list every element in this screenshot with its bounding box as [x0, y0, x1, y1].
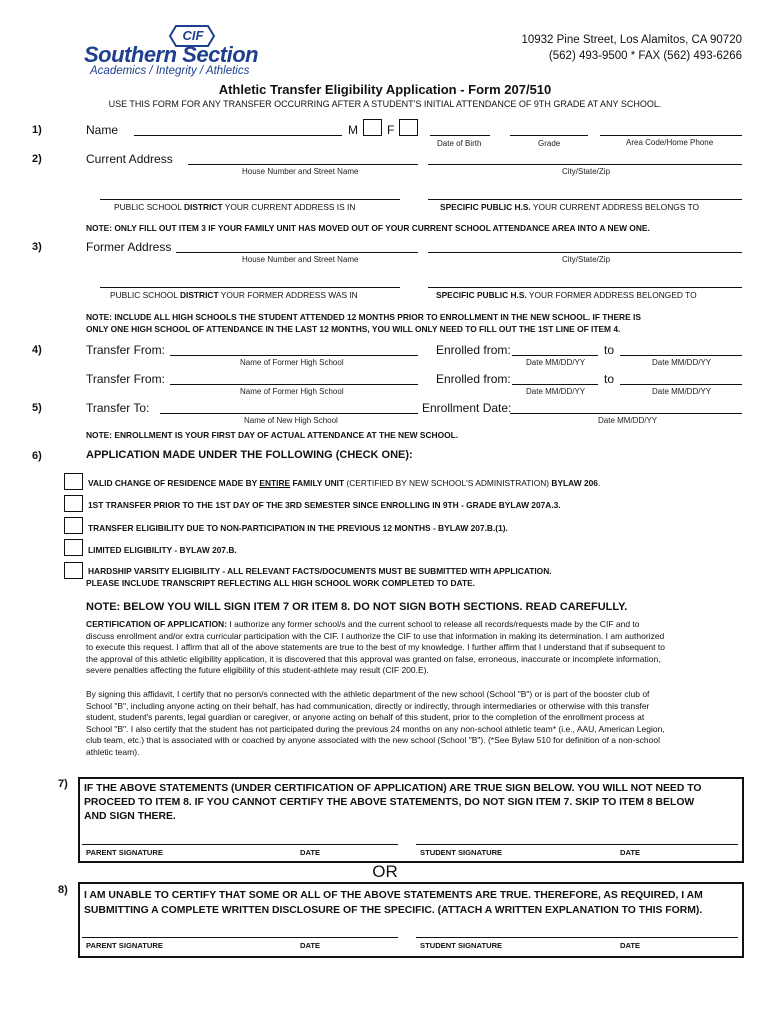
option-limited-label: LIMITED ELIGIBILITY - BYLAW 207.B.: [88, 545, 237, 555]
former-street-field[interactable]: [176, 252, 418, 253]
male-label: M: [348, 123, 358, 137]
sign-note: NOTE: BELOW YOU WILL SIGN ITEM 7 OR ITEM 8. DO NOT SIGN BOTH SECTIONS. READ CAREFULLY.: [86, 601, 628, 613]
current-city-field[interactable]: [428, 164, 742, 165]
enrolled-from-date-2[interactable]: [512, 384, 598, 385]
item-7-student-signature-field[interactable]: [416, 844, 738, 845]
grade-field[interactable]: [510, 135, 588, 136]
item-7-date-caption-1: DATE: [300, 848, 321, 857]
item-2-number: 2): [32, 153, 42, 165]
to-label-2: to: [604, 372, 615, 386]
certification-paragraph-2: By signing this affidavit, I certify that no person/s connected with the athletic department of the new school (School "B") or is part of the booster club of School "B", including anyone acting on their behalf, has had communication, directly or indirectly, through intermediaries or otherwise with this transfer student, student's parents, legal guardian or caregiver, or anyone acting on behalf of this student, prior to the completion of the enrollment process at School "B". I also certify that the student has not participated during the previous 24 months on any non-school athletic team* (i.e., AAU, American Legion, club team, etc.) that is associated with or coached by anyone associated with the new school (School "B"). (*See Bylaw 510 for definition of a non-school athletic team).: [86, 689, 665, 757]
former-hs-caption: SPECIFIC PUBLIC H.S. YOUR FORMER ADDRESS BELONGED TO: [436, 290, 697, 300]
current-hs-caption: SPECIFIC PUBLIC H.S. YOUR CURRENT ADDRESS BELONGS TO: [440, 202, 700, 212]
logo-tagline: Academics / Integrity / Athletics: [90, 65, 250, 77]
former-school-field-2[interactable]: [170, 384, 418, 385]
former-school-caption-1: Name of Former High School: [240, 358, 344, 367]
item-7-parent-caption: PARENT SIGNATURE: [86, 848, 163, 857]
enrolled-from-date-caption-1: Date MM/DD/YY: [526, 358, 586, 367]
former-city-field[interactable]: [428, 252, 742, 253]
former-street-caption: House Number and Street Name: [242, 255, 359, 264]
new-school-field[interactable]: [160, 413, 418, 414]
note-item-5: NOTE: ENROLLMENT IS YOUR FIRST DAY OF ACTUAL ATTENDANCE AT THE NEW SCHOOL.: [86, 430, 459, 440]
current-district-caption: PUBLIC SCHOOL DISTRICT YOUR CURRENT ADDRESS IS IN: [114, 202, 356, 212]
item-8-parent-signature-field[interactable]: [82, 937, 398, 938]
note-item-4-line-1: NOTE: INCLUDE ALL HIGH SCHOOLS THE STUDENT ATTENDED 12 MONTHS PRIOR TO ENROLLMENT IN THE NEW SCHOOL. IF THERE IS: [86, 312, 641, 322]
item-7-date-caption-2: DATE: [620, 848, 641, 857]
enrolled-from-date-caption-2: Date MM/DD/YY: [526, 387, 586, 396]
name-label: Name: [86, 123, 119, 137]
enrolled-from-label-1: Enrolled from:: [436, 343, 511, 357]
former-city-caption: City/State/Zip: [562, 255, 611, 264]
or-divider: OR: [372, 862, 398, 881]
former-address-label: Former Address: [86, 240, 172, 254]
dob-field[interactable]: [430, 135, 490, 136]
to-label-1: to: [604, 343, 615, 357]
item-8-date-caption-2: DATE: [620, 941, 641, 950]
certification-heading: CERTIFICATION OF APPLICATION:: [86, 619, 228, 629]
option-non-participation-label: TRANSFER ELIGIBILITY DUE TO NON-PARTICIPATION IN THE PREVIOUS 12 MONTHS - BYLAW 207.B.(1).: [88, 523, 508, 533]
item-7-text: IF THE ABOVE STATEMENTS (UNDER CERTIFICATION OF APPLICATION) ARE TRUE SIGN BELOW. YOU WILL NOT NEED TO PROCEED TO ITEM 8. IF YOU CANNOT CERTIFY THE ABOVE STATEMENTS, DO NOT SIGN ITEM 7. SKIP TO ITEM 8 BELOW AND SIGN THERE.: [84, 783, 702, 822]
former-district-field[interactable]: [100, 287, 400, 288]
item-4-number: 4): [32, 344, 42, 356]
transfer-from-label-1: Transfer From:: [86, 343, 165, 357]
item-8-text: I AM UNABLE TO CERTIFY THAT SOME OR ALL OF THE ABOVE STATEMENTS ARE TRUE. THEREFORE, AS REQUIRED, I AM SUBMITTING A COMPLETE WRITTEN DISCLOSURE OF THE SPECIFIC. (ATTACH A WRITTEN EXPLANATION TO THIS FORM).: [84, 890, 703, 916]
item-7-student-caption: STUDENT SIGNATURE: [420, 848, 503, 857]
option-hardship-checkbox[interactable]: [64, 562, 83, 579]
former-school-field-1[interactable]: [170, 355, 418, 356]
former-hs-field[interactable]: [428, 287, 742, 288]
option-first-transfer-checkbox[interactable]: [64, 495, 83, 512]
enrollment-date-caption: Date MM/DD/YY: [598, 416, 658, 425]
item-7-parent-signature-field[interactable]: [82, 844, 398, 845]
enrolled-from-date-1[interactable]: [512, 355, 598, 356]
item-8-parent-caption: PARENT SIGNATURE: [86, 941, 163, 950]
male-checkbox[interactable]: [363, 119, 382, 136]
option-hardship-label-line-2: PLEASE INCLUDE TRANSCRIPT REFLECTING ALL HIGH SCHOOL WORK COMPLETED TO DATE.: [86, 578, 475, 588]
dob-caption: Date of Birth: [437, 139, 482, 148]
female-label: F: [387, 123, 395, 137]
former-district-caption: PUBLIC SCHOOL DISTRICT YOUR FORMER ADDRESS WAS IN: [110, 290, 358, 300]
item-8-student-signature-field[interactable]: [416, 937, 738, 938]
current-hs-field[interactable]: [428, 199, 742, 200]
logo-badge-text: CIF: [182, 28, 204, 43]
option-non-participation-checkbox[interactable]: [64, 517, 83, 534]
item-3-number: 3): [32, 241, 42, 253]
current-street-field[interactable]: [188, 164, 418, 165]
enrollment-date-field[interactable]: [510, 413, 742, 414]
option-limited-checkbox[interactable]: [64, 539, 83, 556]
current-street-caption: House Number and Street Name: [242, 167, 359, 176]
cif-logo: [84, 22, 329, 80]
note-item-3: NOTE: ONLY FILL OUT ITEM 3 IF YOUR FAMILY UNIT HAS MOVED OUT OF YOUR CURRENT SCHOOL ATTENDANCE AREA INTO A NEW ONE.: [86, 223, 650, 233]
phone-field[interactable]: [600, 135, 742, 136]
note-item-4-line-2: ONLY ONE HIGH SCHOOL OF ATTENDANCE IN THE LAST 12 MONTHS, YOU WILL ONLY NEED TO FILL OUT THE 1ST LINE OF ITEM 4.: [86, 324, 621, 334]
former-school-caption-2: Name of Former High School: [240, 387, 344, 396]
female-checkbox[interactable]: [399, 119, 418, 136]
item-7-number: 7): [58, 778, 68, 790]
current-district-field[interactable]: [100, 199, 400, 200]
enrolled-to-date-caption-1: Date MM/DD/YY: [652, 358, 712, 367]
address-line-2: (562) 493-9500 * FAX (562) 493-6266: [548, 50, 742, 62]
transfer-from-label-2: Transfer From:: [86, 372, 165, 386]
phone-caption: Area Code/Home Phone: [626, 138, 714, 147]
enrolled-to-date-caption-2: Date MM/DD/YY: [652, 387, 712, 396]
new-school-caption: Name of New High School: [244, 416, 338, 425]
option-residence-checkbox[interactable]: [64, 473, 83, 490]
current-address-label: Current Address: [86, 152, 173, 166]
item-1-number: 1): [32, 124, 42, 136]
form-title: Athletic Transfer Eligibility Application - Form 207/510: [218, 82, 552, 97]
option-residence-label: VALID CHANGE OF RESIDENCE MADE BY ENTIRE FAMILY UNIT (CERTIFIED BY NEW SCHOOL'S ADMINISTRATION) BYLAW 206.: [88, 478, 601, 488]
option-first-transfer-label: 1ST TRANSFER PRIOR TO THE 1ST DAY OF THE 3RD SEMESTER SINCE ENROLLING IN 9TH - GRADE BYLAW 207A.3.: [88, 500, 561, 510]
current-city-caption: City/State/Zip: [562, 167, 611, 176]
item-5-number: 5): [32, 402, 42, 414]
item-6-heading: APPLICATION MADE UNDER THE FOLLOWING (CHECK ONE):: [86, 449, 413, 461]
item-8-student-caption: STUDENT SIGNATURE: [420, 941, 503, 950]
certification-paragraph-1: CERTIFICATION OF APPLICATION: I authorize any former school/s and the current school to release all records/requests made by the CIF and to discuss enrollment and/or extra curricular participation with the CIF. I authorize the CIF to use that information in making its determination. I am authorized to execute this request. I affirm that all of the above statements are true to the best of my knowledge. I further affirm that I understand that if subsequent to the approval of this athletic eligibility application, it is discovered that this approval was granted on false, erroneous, inaccurate or incomplete information, severe penalties affecting the future eligibility of this student-athlete may result (CIF 200.E).: [86, 619, 665, 676]
enrollment-date-label: Enrollment Date:: [422, 401, 512, 415]
transfer-to-label: Transfer To:: [86, 401, 150, 415]
header-address: [521, 32, 742, 64]
item-6-number: 6): [32, 450, 42, 462]
grade-caption: Grade: [538, 139, 561, 148]
item-8-date-caption-1: DATE: [300, 941, 321, 950]
logo-name: Southern Section: [84, 42, 259, 67]
enrolled-to-date-1[interactable]: [620, 355, 742, 356]
option-hardship-label-line-1: HARDSHIP VARSITY ELIGIBILITY - ALL RELEVANT FACTS/DOCUMENTS MUST BE SUBMITTED WITH APPLICATION.: [88, 566, 552, 576]
address-line-1: 10932 Pine Street, Los Alamitos, CA 90720: [521, 34, 742, 46]
enrolled-to-date-2[interactable]: [620, 384, 742, 385]
name-field[interactable]: [134, 135, 342, 136]
form-subtitle: USE THIS FORM FOR ANY TRANSFER OCCURRING AFTER A STUDENT'S INITIAL ATTENDANCE OF 9TH GRADE AT ANY SCHOOL.: [108, 99, 662, 109]
enrolled-from-label-2: Enrolled from:: [436, 372, 511, 386]
item-8-number: 8): [58, 884, 68, 896]
